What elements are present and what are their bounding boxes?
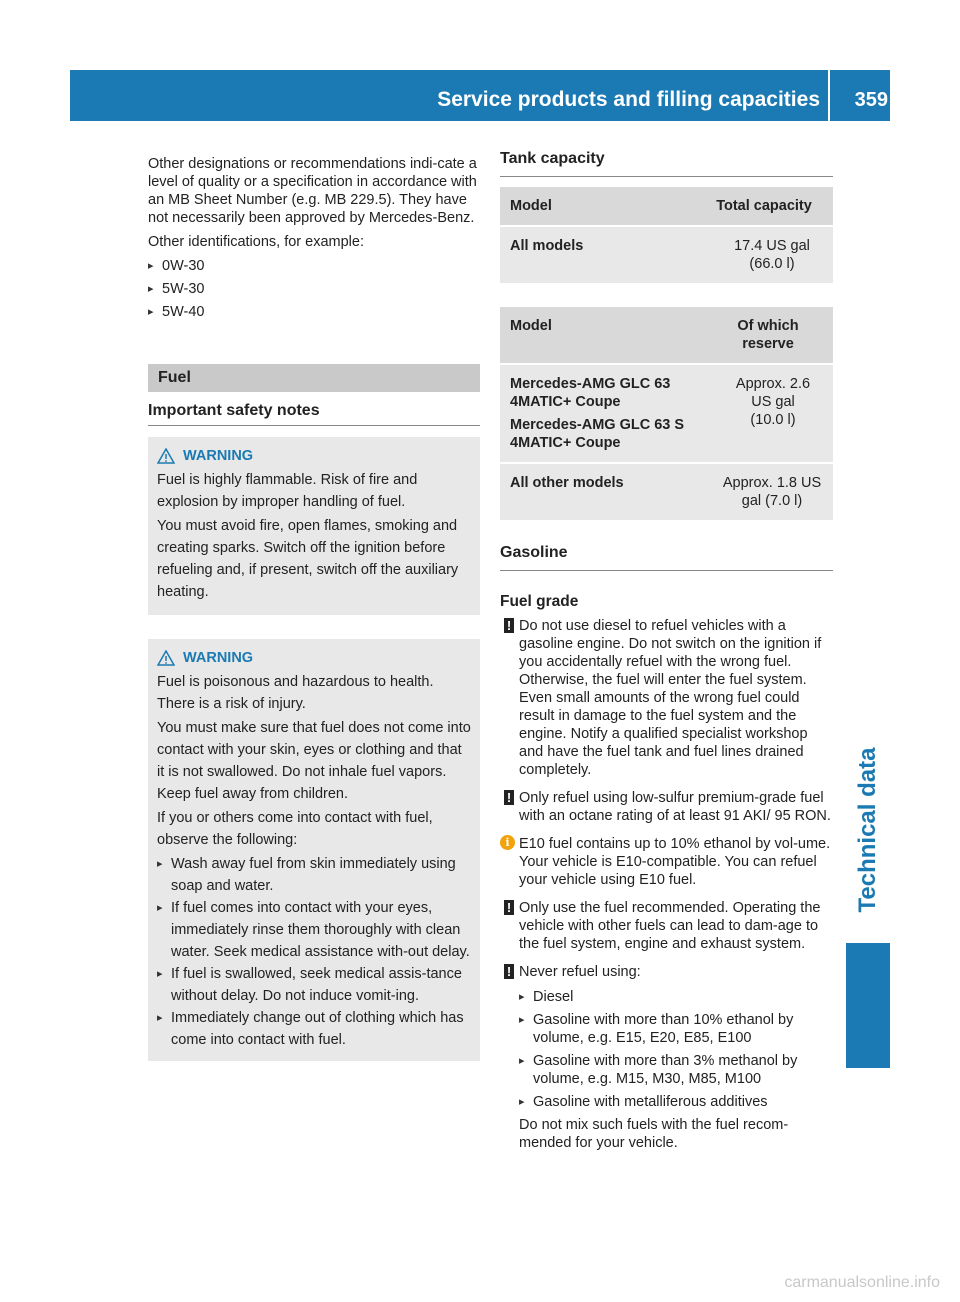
safety-notes-heading: Important safety notes [148, 402, 480, 426]
right-column [500, 150, 833, 1158]
model-name: Mercedes-AMG GLC 63 S 4MATIC+ Coupe [510, 417, 685, 451]
note-text: Only refuel using low-sulfur premium-grade fuel with an octane rating of at least 91 AKI/ 95 RON. [519, 790, 831, 824]
warning-text: You must make sure that fuel does not come into contact with your skin, eyes or clothing and that it is not swallowed. Do not inhale fuel vapors. Keep fuel away from children. [157, 720, 471, 802]
note-text: Never refuel using: [519, 964, 641, 980]
exclamation-icon: ! [504, 964, 514, 979]
table-row [500, 226, 833, 283]
list-item: ▸ If fuel is swallowed, seek medical assis-tance without delay. Do not induce vomit-ing. [157, 963, 471, 1007]
watermark-footer: carmanualsonline.info [784, 1274, 940, 1291]
note-text: E10 fuel contains up to 10% ethanol by vol-ume. Your vehicle is E10-compatible. You can refuel your vehicle using E10 fuel. [519, 836, 831, 888]
model-name: Mercedes-AMG GLC 63 4MATIC+ Coupe [510, 376, 671, 410]
warning-triangle-icon [157, 448, 175, 464]
chapter-tab-marker [846, 943, 890, 1068]
info-note [500, 835, 833, 889]
warning-box [148, 437, 480, 615]
table-cell-model [500, 364, 695, 463]
column-header: Of which reserve [695, 307, 833, 364]
warning-label: WARNING [183, 448, 254, 464]
list-item: ▸ Diesel [519, 988, 833, 1006]
section-title: Service products and filling capacities [437, 88, 820, 111]
exclamation-icon: ! [504, 790, 514, 805]
intro-paragraph: Other designations or recommendations indi-cate a level of quality or a specification in accordance with an MB Sheet Number (e.g. MB 229.5). They have not necessarily been approved by Mercedes-Benz. [148, 156, 477, 226]
table-cell-model: All other models [500, 463, 695, 520]
table-cell-value: Approx. 2.6 US gal (10.0 l) [695, 364, 833, 463]
list-item: ▸ 5W-30 [148, 280, 480, 298]
caution-note [500, 789, 833, 825]
warning-header [157, 445, 471, 467]
note-text: Do not use diesel to refuel vehicles with a gasoline engine. Do not switch on the ignition if you accidentally refuel with the wrong fuel. Otherwise, the fuel will enter the fuel system. Even small amounts of the wrong fuel could result in damage to the fuel system and the engine. Notify a qualified specialist workshop and have the fuel tank and fuel lines drained completely. [519, 618, 822, 778]
list-item: ▸ If fuel comes into contact with your eyes, immediately rinse them thoroughly with clean water. Seek medical assistance with-out delay. [157, 897, 471, 963]
header-divider [828, 70, 830, 121]
table-cell-model: All models [500, 226, 695, 283]
page-number: 359 [854, 89, 888, 111]
left-column [148, 155, 480, 1061]
caution-note [500, 963, 833, 981]
list-item: ▸ 0W-30 [148, 257, 480, 275]
chapter-side-label [846, 730, 890, 930]
first-aid-list [157, 853, 471, 1051]
warning-label: WARNING [183, 650, 254, 666]
table-cell-value: Approx. 1.8 US gal (7.0 l) [695, 463, 833, 520]
caution-note [500, 617, 833, 779]
gasoline-heading: Gasoline [500, 544, 833, 571]
list-item: ▸ 5W-40 [148, 303, 480, 321]
tank-capacity-heading: Tank capacity [500, 150, 833, 177]
table-row [500, 463, 833, 520]
page-header [70, 70, 890, 121]
oil-list [148, 257, 480, 321]
chapter-label-text: Technical data [854, 747, 881, 913]
list-item: ▸ Gasoline with metalliferous additives [519, 1093, 833, 1111]
table-row [500, 364, 833, 463]
warning-triangle-icon [157, 650, 175, 666]
prohibited-fuels-list [519, 988, 833, 1111]
warning-text: If you or others come into contact with fuel, observe the following: [157, 810, 433, 848]
reserve-capacity-table [500, 307, 833, 520]
note-text: Only use the fuel recommended. Operating the vehicle with other fuels can lead to dam-age to the fuel system, engine and exhaust system. [519, 900, 821, 952]
list-item: ▸ Gasoline with more than 3% methanol by volume, e.g. M15, M30, M85, M100 [519, 1052, 833, 1088]
list-item: ▸ Gasoline with more than 10% ethanol by volume, e.g. E15, E20, E85, E100 [519, 1011, 833, 1047]
info-icon: i [500, 835, 515, 850]
column-header: Model [500, 187, 695, 226]
warning-header [157, 647, 471, 669]
total-capacity-table [500, 187, 833, 283]
warning-text: You must avoid fire, open flames, smoking and creating sparks. Switch off the ignition before refueling and, if present, switch off the auxiliary heating. [157, 518, 459, 600]
warning-box [148, 639, 480, 1061]
list-item: ▸ Wash away fuel from skin immediately using soap and water. [157, 853, 471, 897]
table-cell-value: 17.4 US gal (66.0 l) [695, 226, 833, 283]
identifications-intro: Other identifications, for example: [148, 234, 364, 250]
fuel-grade-heading: Fuel grade [500, 593, 579, 610]
fuel-section-heading: Fuel [148, 364, 480, 392]
column-header: Model [500, 307, 695, 364]
warning-text: Fuel is poisonous and hazardous to health. There is a risk of injury. [157, 674, 434, 712]
list-item: ▸ Immediately change out of clothing which has come into contact with fuel. [157, 1007, 471, 1051]
caution-note [500, 899, 833, 953]
table-header-row [500, 307, 833, 364]
warning-text: Fuel is highly flammable. Risk of fire and explosion by improper handling of fuel. [157, 472, 418, 510]
exclamation-icon: ! [504, 618, 514, 633]
column-header: Total capacity [695, 187, 833, 226]
exclamation-icon: ! [504, 900, 514, 915]
closing-note: Do not mix such fuels with the fuel recom-mended for your vehicle. [519, 1117, 789, 1151]
table-header-row [500, 187, 833, 226]
